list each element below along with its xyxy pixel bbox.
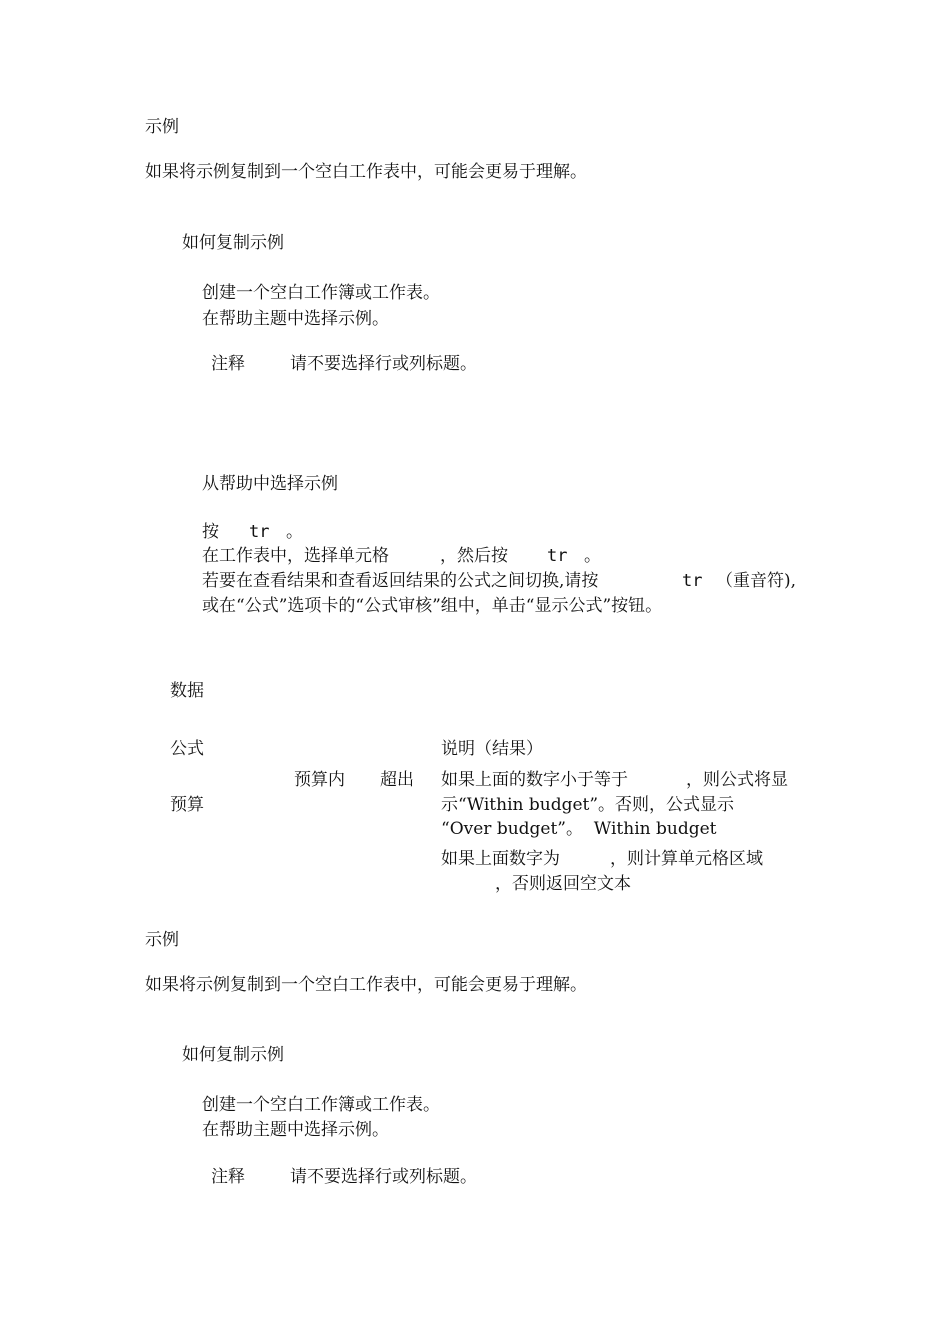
- key-text: tr: [547, 546, 568, 566]
- note-label: 注释: [211, 1167, 245, 1187]
- table-cell: 示“Within budget”。否则，公式显示: [441, 795, 735, 815]
- table-cell: 预算内: [294, 770, 345, 790]
- intro-text: 如果将示例复制到一个空白工作表中，可能会更易于理解。: [145, 162, 587, 182]
- note-text: 请不要选择行或列标题。: [290, 354, 477, 374]
- table-cell: “Over budget”。 Within budget: [441, 819, 717, 839]
- section-heading: 示例: [145, 117, 179, 137]
- table-cell: 预算: [170, 795, 204, 815]
- step-text: 按: [202, 522, 219, 542]
- table-cell: ，则公式将显: [686, 770, 788, 790]
- step-text: 。: [584, 546, 601, 566]
- intro-text: 如果将示例复制到一个空白工作表中，可能会更易于理解。: [145, 975, 587, 995]
- step-text: 或在“公式”选项卡的“公式审核”组中，单击“显示公式”按钮。: [202, 596, 663, 616]
- step-item: 创建一个空白工作簿或工作表。: [202, 1095, 440, 1115]
- table-cell: ，则计算单元格区域: [610, 849, 763, 869]
- howto-title: 如何复制示例: [182, 1045, 284, 1065]
- step-text: 在工作表中，选择单元格: [202, 546, 389, 566]
- select-title: 从帮助中选择示例: [202, 474, 338, 494]
- howto-title: 如何复制示例: [182, 233, 284, 253]
- table-cell: 如果上面数字为: [441, 849, 560, 869]
- key-text: tr: [249, 522, 270, 542]
- step-item: 创建一个空白工作簿或工作表。: [202, 283, 440, 303]
- key-text: tr: [682, 571, 703, 591]
- table-cell: 如果上面的数字小于等于: [441, 770, 628, 790]
- step-text: 。: [286, 522, 303, 542]
- step-item: 在帮助主题中选择示例。: [202, 309, 389, 329]
- column-header-formula: 公式: [170, 739, 204, 759]
- step-text: （重音符),: [716, 571, 797, 591]
- step-text: 若要在查看结果和查看返回结果的公式之间切换,请按: [202, 571, 599, 591]
- note-text: 请不要选择行或列标题。: [290, 1167, 477, 1187]
- section-heading: 示例: [145, 930, 179, 950]
- note-label: 注释: [211, 354, 245, 374]
- step-text: ，然后按: [440, 546, 508, 566]
- data-label: 数据: [170, 681, 204, 701]
- table-cell: 超出: [380, 770, 414, 790]
- column-header-description: 说明（结果）: [441, 739, 543, 759]
- table-cell: ，否则返回空文本: [495, 874, 631, 894]
- step-item: 在帮助主题中选择示例。: [202, 1120, 389, 1140]
